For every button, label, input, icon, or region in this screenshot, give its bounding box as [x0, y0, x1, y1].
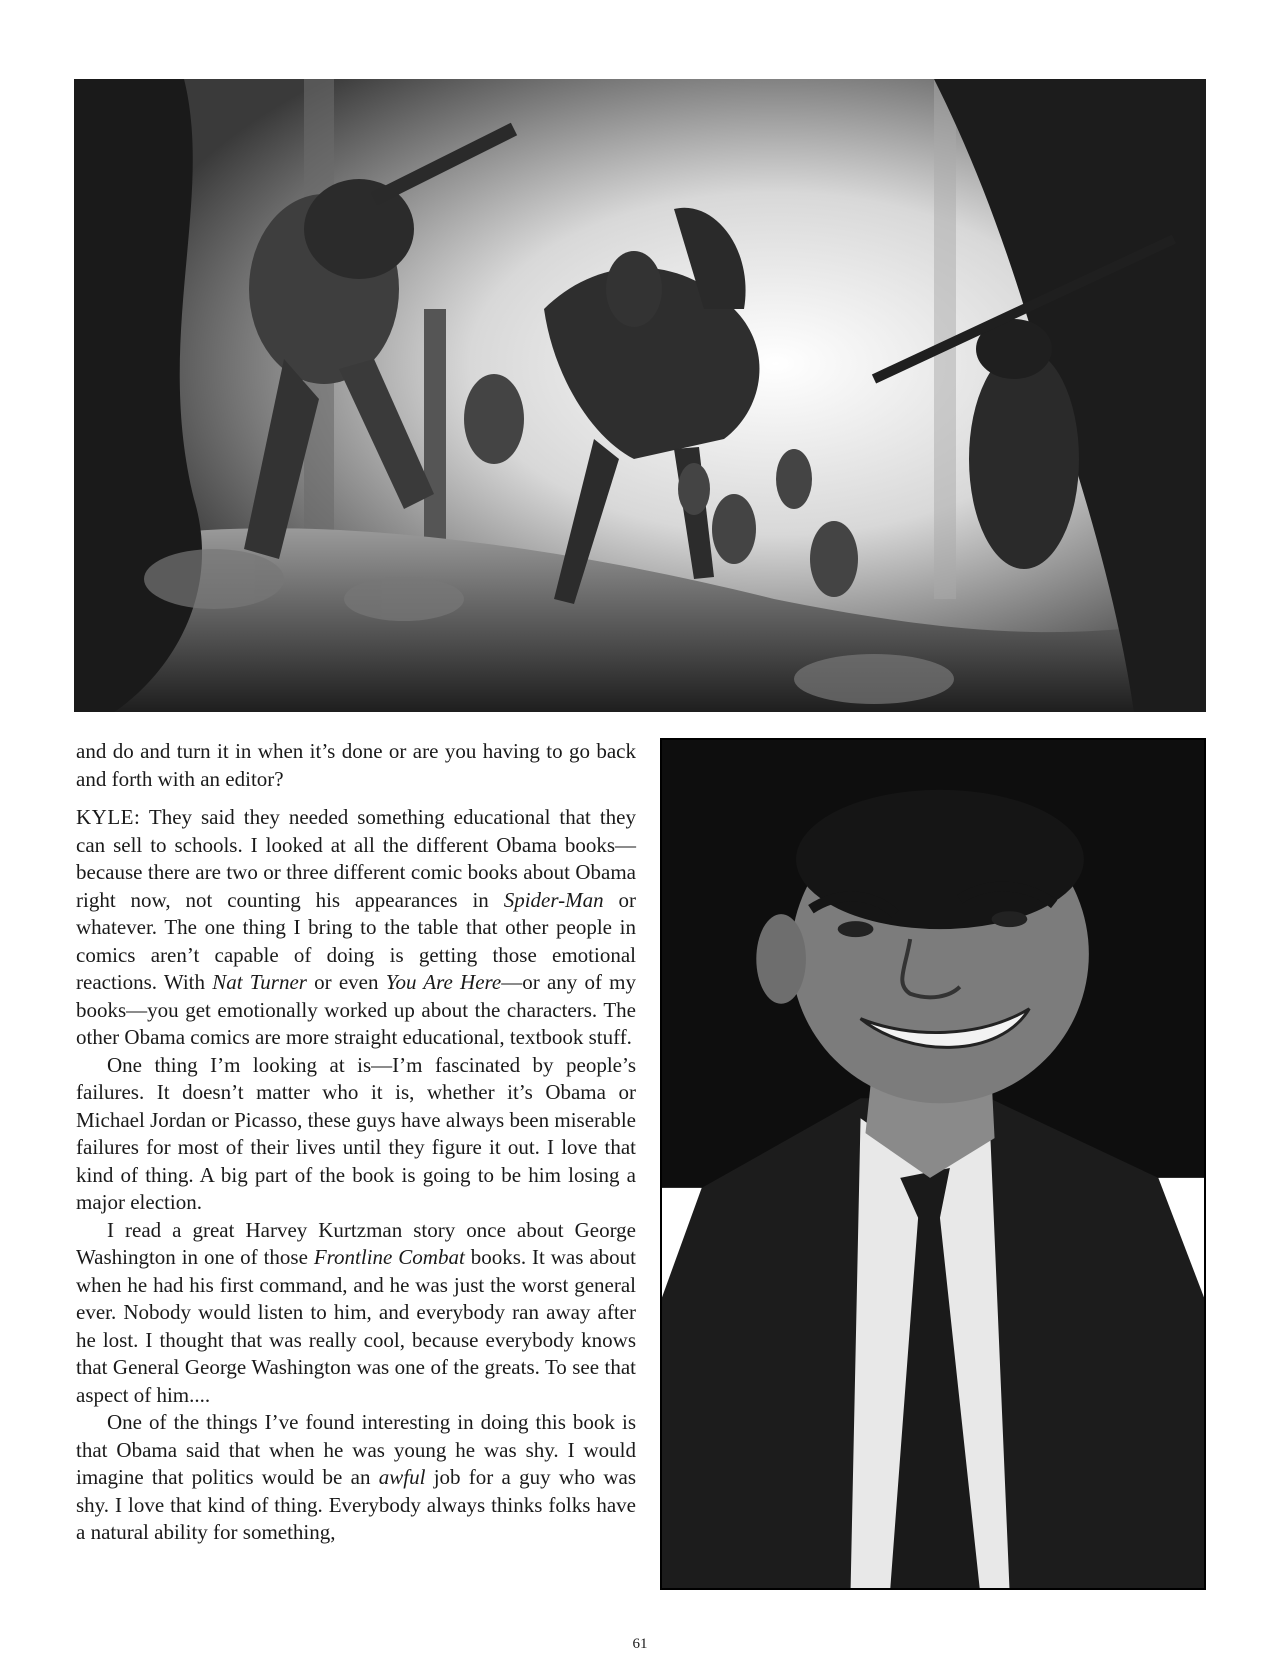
intro-question: and do and turn it in when it’s done or are you having to go back and forth with an editor?	[76, 739, 636, 791]
p1-part-a: They said they needed something educational that they can sell to schools. I looked at all the different Obama books—because there are two or three different comic books about Obama right now, not counting his appearances in	[76, 805, 636, 912]
p1-title-nat-turner: Nat Turner	[212, 970, 307, 994]
failures-paragraph: One thing I’m looking at is—I’m fascinated by people’s failures. It doesn’t matter who it is, whether it’s Obama or Michael Jordan or Picasso, these guys have always been miserable failures for most of their lives until they figure it out. I love that kind of thing. A big part of the book is going to be him losing a major election.	[76, 1052, 636, 1214]
kyle-answer-paragraph	[76, 804, 636, 1052]
page-number: 61	[632, 1636, 648, 1652]
battle-scene-svg	[74, 79, 1206, 712]
p3-part-a: I read a great Harvey Kurtzman story once about George Washington in one of those	[76, 1217, 636, 1269]
shy-paragraph	[76, 1409, 636, 1547]
p1-title-spiderman: Spider-Man	[503, 887, 604, 912]
article-text-column	[76, 738, 636, 1547]
p1-part-d: —or any of my books—you get emotionally worked up about the characters. The other Obama comics are more straight educational, textbook stuff.	[76, 970, 636, 1049]
p4-part-a: One of the things I’ve found interesting in doing this book is that Obama said that when he was young he was shy. I would imagine that politics would be an	[76, 1410, 636, 1489]
p1-part-c: or even	[306, 970, 386, 994]
p4-part-b: job for a guy who was shy. I love that kind of thing. Everybody always thinks folks have a natural ability for something,	[76, 1465, 637, 1544]
p3-title-frontline-combat: Frontline Combat	[313, 1245, 465, 1269]
speaker-label: KYLE:	[76, 805, 141, 829]
p3-part-b: books. It was about when he had his first command, and he was just the worst general ever. Nobody would listen to him, and everybody ran away after he lost. I thought that was really cool, because everybody knows that General George Washington was one of the greats. To see that aspect of him....	[76, 1245, 636, 1407]
p1-part-b: or whatever. The one thing I bring to the table that other people in comics aren’t capable of doing is getting those emotional reactions. With	[76, 887, 636, 994]
portrait-svg	[662, 740, 1204, 1588]
battle-scene-illustration	[74, 79, 1206, 712]
p1-title-you-are-here: You Are Here	[385, 970, 502, 994]
p4-emphasis-awful: awful	[378, 1465, 426, 1489]
portrait-illustration	[660, 738, 1206, 1590]
kurtzman-paragraph	[76, 1217, 636, 1410]
